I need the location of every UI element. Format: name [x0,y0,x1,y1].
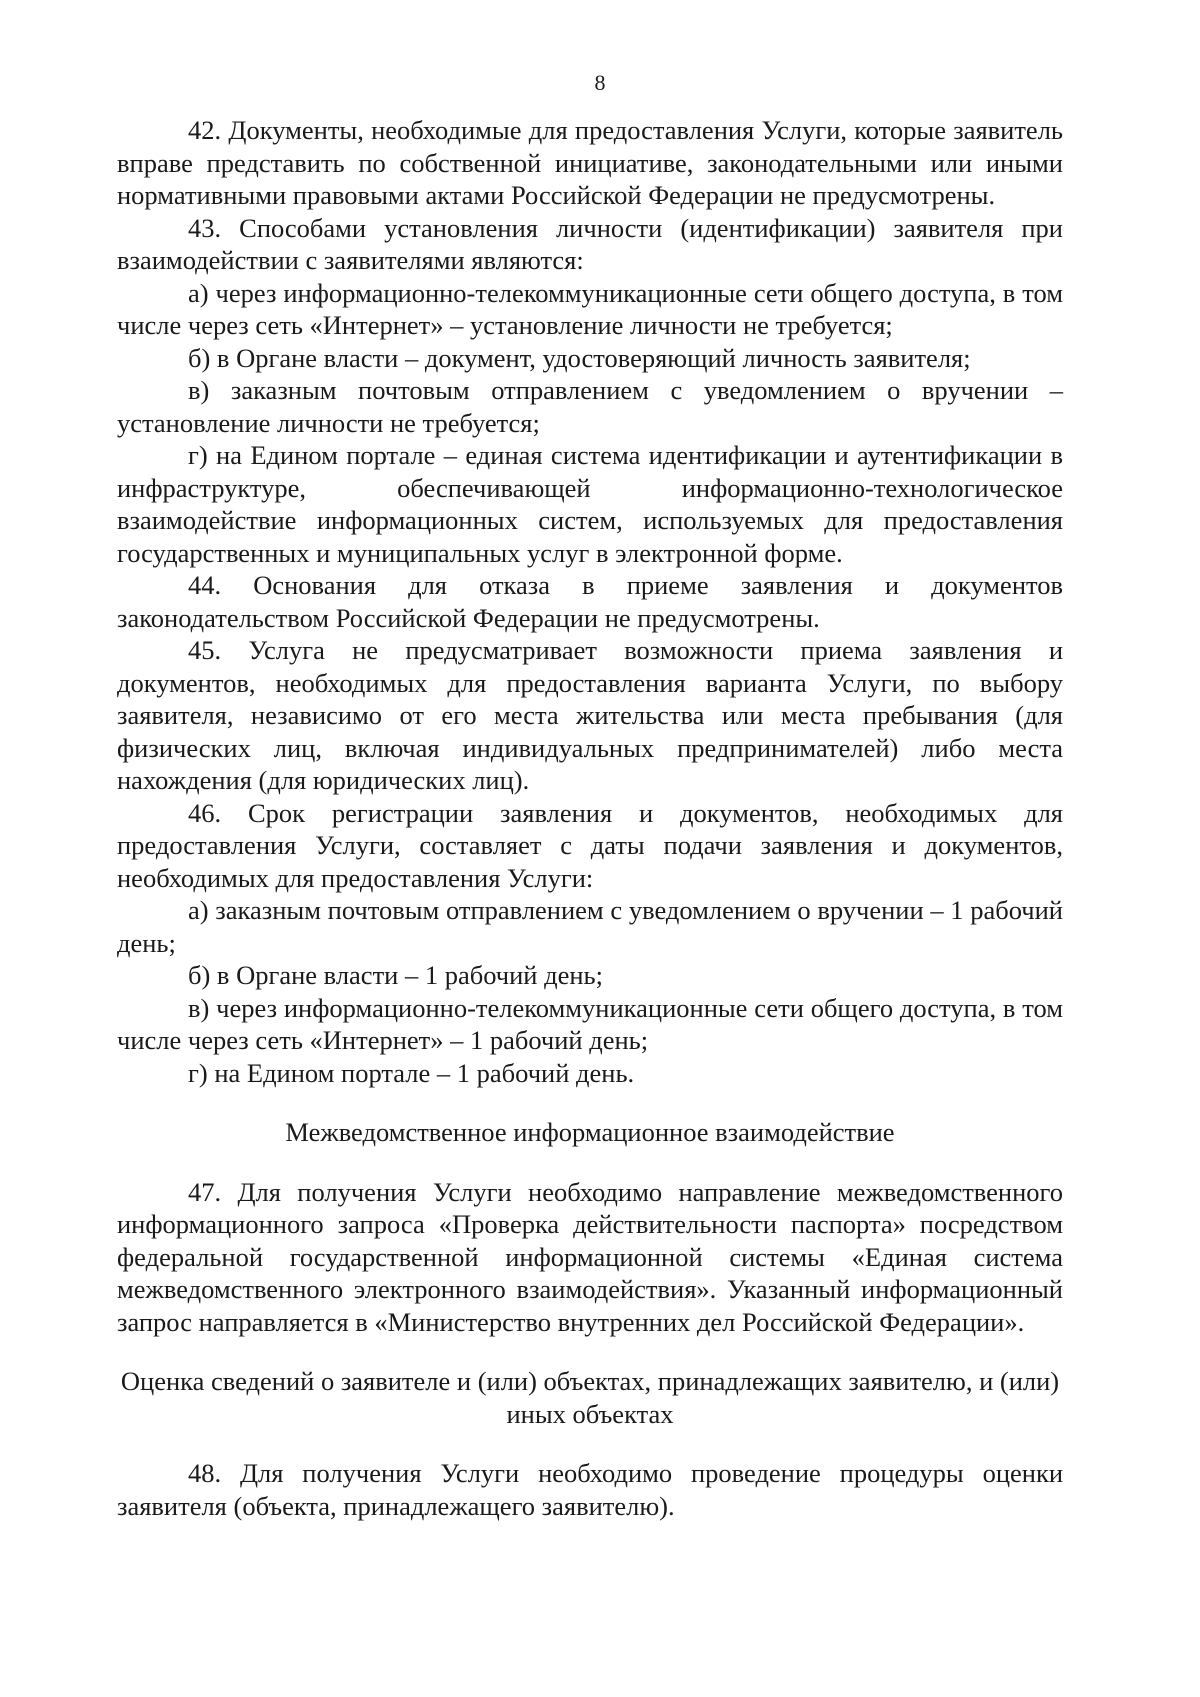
paragraph-43-b: б) в Органе власти – документ, удостоверяющий личность заявителя; [188,342,971,373]
paragraph-45: 45. Услуга не предусматривает возможности приема заявления и документов, необходимых для предоставления варианта Услуги, по выбору заявителя, независимо от его места жительства или места пребывания (для физических лиц, включая индивидуальных предпринимателей) либо места нахождения (для юридических лиц). [117,635,1063,795]
paragraph-46-g: г) на Едином портале – 1 рабочий день. [188,1057,635,1088]
paragraph-43-g: г) на Едином портале – единая система идентификации и аутентификации в инфраструктуре, обеспечивающей информационно-технологическое взаимодействие информационных систем, используемых для предоставления государственных и муниципальных услуг в электронной форме. [117,440,1063,568]
paragraph-42: 42. Документы, необходимые для предоставления Услуги, которые заявитель вправе представить по собственной инициативе, законодательными или иными нормативными правовыми актами Российской Федерации не предусмотрены. [117,115,1063,210]
section-heading-assessment: Оценка сведений о заявителе и (или) объектах, принадлежащих заявителю, и (или) иных объектах [120,1366,1060,1429]
paragraph-46: 46. Срок регистрации заявления и документов, необходимых для предоставления Услуги, составляет с даты подачи заявления и документов, необходимых для предоставления Услуги: [117,797,1063,893]
paragraph-46-b: б) в Органе власти – 1 рабочий день; [188,960,603,990]
paragraph-43: 43. Способами установления личности (идентификации) заявителя при взаимодействии с заявителями являются: [117,212,1063,275]
paragraph-43-a: а) через информационно-телекоммуникационные сети общего доступа, в том числе через сеть «Интернет» – установление личности не требуется; [117,277,1063,340]
paragraph-48: 48. Для получения Услуги необходимо проведение процедуры оценки заявителя (объекта, принадлежащего заявителю). [117,1458,1063,1521]
paragraph-44: 44. Основания для отказа в приеме заявления и документов законодательством Российской Федерации не предусмотрены. [117,570,1063,633]
section-heading-interagency: Межведомственное информационное взаимодействие [285,1117,895,1147]
page-number: 8 [594,70,606,95]
paragraph-47: 47. Для получения Услуги необходимо направление межведомственного информационного запроса «Проверка действительности паспорта» посредством федеральной государственной информационной системы «Единая система межведомственного электронного взаимодействия». Указанный информационный запрос направляется в «Министерство внутренних дел Российской Федерации». [117,1176,1063,1337]
paragraph-43-v: в) заказным почтовым отправлением с уведомлением о вручении – установление личности не требуется; [117,375,1063,438]
paragraph-46-v: в) через информационно-телекоммуникационные сети общего доступа, в том числе через сеть «Интернет» – 1 рабочий день; [117,992,1063,1055]
document-body [117,114,1063,1522]
paragraph-46-a: а) заказным почтовым отправлением с уведомлением о вручении – 1 рабочий день; [117,895,1063,958]
